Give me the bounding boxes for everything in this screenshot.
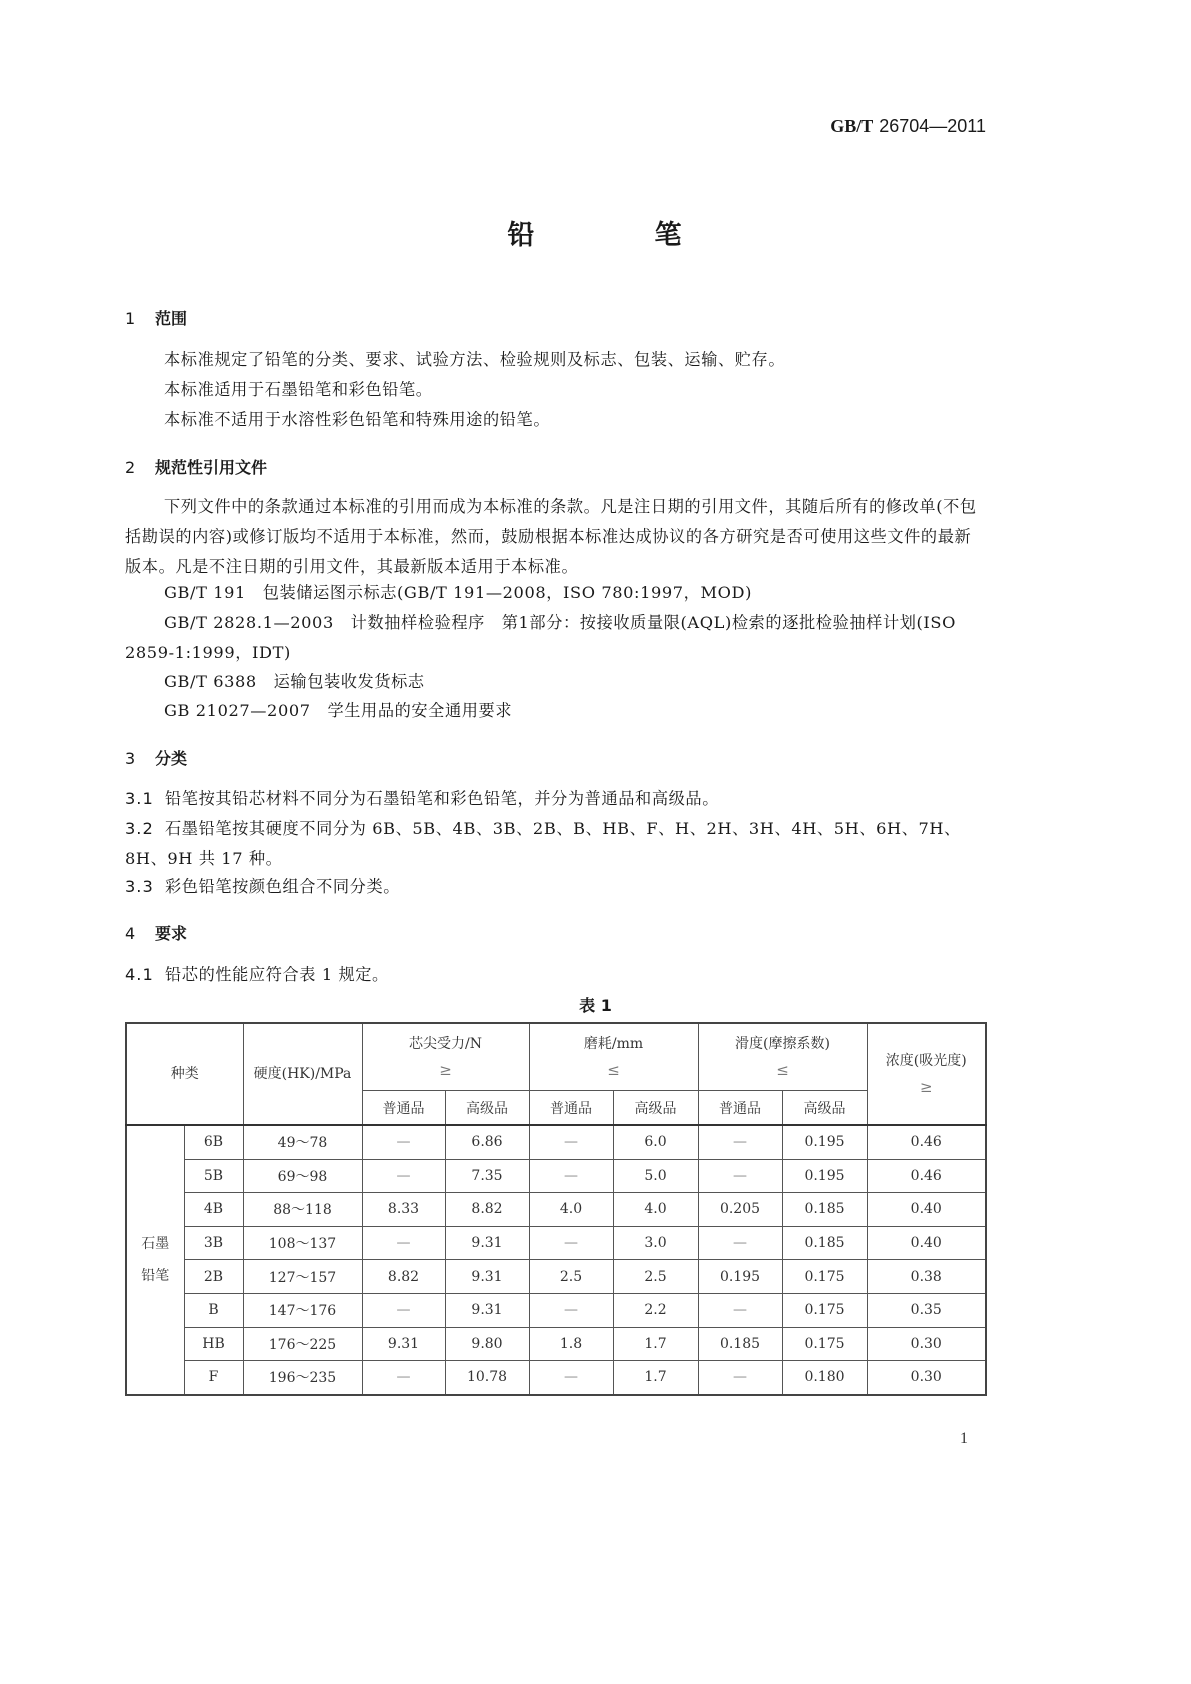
section-heading-2: 2 规范性引用文件: [125, 458, 268, 477]
paragraph-intro: 下列文件中的条款通过本标准的引用而成为本标准的条款。凡是注日期的引用文件，其随后所有的修改单(不包括勘误的内容)或修订版均不适用于本标准，然而，鼓励根据本标准达成协议的各方研究是否可使用这些文件的最新版本。凡是不注日期的引用文件，其最新版本适用于本标准。: [125, 497, 977, 576]
reference-code: GB/T 6388: [164, 672, 257, 691]
document-title: [0, 213, 1191, 252]
grade-cell: 3B: [184, 1226, 243, 1260]
grade-cell: 5B: [184, 1159, 243, 1193]
slip-ordinary-cell: —: [698, 1226, 782, 1260]
clause-3-2: 3.2 石墨铅笔按其硬度不同分为 6B、5B、4B、3B、2B、B、HB、F、H、2H、3H、4H、5H、6H、7H、8H、9H 共 17 种。: [125, 819, 961, 868]
tip-force-premium-cell: 9.31: [445, 1260, 529, 1294]
paragraph: 本标准适用于石墨铅笔和彩色铅笔。: [164, 380, 433, 399]
header-type: 种类: [126, 1023, 243, 1125]
header-hardness: 硬度(HK)/MPa: [243, 1023, 362, 1125]
clause-4-1: 4.1 铅芯的性能应符合表 1 规定。: [125, 965, 389, 984]
subheader-ordinary: 普通品: [698, 1091, 782, 1126]
slip-premium-cell: 0.175: [782, 1293, 867, 1327]
reference-code: GB/T 191: [164, 583, 246, 602]
table-row: [126, 1260, 986, 1294]
wear-ordinary-cell: —: [529, 1159, 613, 1193]
grade-cell: B: [184, 1293, 243, 1327]
table-row: [126, 1125, 986, 1159]
table-row: [126, 1193, 986, 1227]
wear-ordinary-cell: —: [529, 1361, 613, 1395]
paragraph: 本标准规定了铅笔的分类、要求、试验方法、检验规则及标志、包装、运输、贮存。: [164, 350, 786, 369]
wear-ordinary-cell: —: [529, 1125, 613, 1159]
reference-code: GB 21027—2007: [164, 701, 311, 720]
slip-premium-cell: 0.180: [782, 1361, 867, 1395]
tip-force-ordinary-cell: —: [362, 1361, 445, 1395]
section-heading-4: 4 要求: [125, 924, 188, 943]
density-cell: 0.30: [867, 1327, 986, 1361]
reference-item: [125, 667, 985, 697]
header-slip: 滑度(摩擦系数) ≤: [698, 1023, 867, 1091]
density-cell: 0.38: [867, 1260, 986, 1294]
hardness-cell: 69～98: [243, 1159, 362, 1193]
lte-symbol: ≤: [607, 1061, 620, 1079]
hardness-cell: 176～225: [243, 1327, 362, 1361]
wear-ordinary-cell: 2.5: [529, 1260, 613, 1294]
slip-ordinary-cell: —: [698, 1159, 782, 1193]
slip-ordinary-cell: 0.205: [698, 1193, 782, 1227]
clause-3-3: 3.3 彩色铅笔按颜色组合不同分类。: [125, 877, 401, 896]
tip-force-premium-cell: 9.31: [445, 1293, 529, 1327]
slip-ordinary-cell: 0.195: [698, 1260, 782, 1294]
grade-cell: F: [184, 1361, 243, 1395]
reference-item: [125, 608, 985, 668]
tip-force-ordinary-cell: —: [362, 1226, 445, 1260]
slip-premium-cell: 0.175: [782, 1327, 867, 1361]
density-cell: 0.46: [867, 1125, 986, 1159]
reference-item: [125, 696, 985, 726]
wear-premium-cell: 6.0: [613, 1125, 698, 1159]
subheader-premium: 高级品: [782, 1091, 867, 1126]
table-caption: 表 1: [579, 996, 612, 1015]
header-wear: 磨耗/mm ≤: [529, 1023, 698, 1091]
tip-force-ordinary-cell: 8.82: [362, 1260, 445, 1294]
density-cell: 0.35: [867, 1293, 986, 1327]
standard-code: 26704—2011: [879, 116, 986, 136]
reference-item: [125, 578, 985, 608]
reference-title: 计数抽样检验程序 第1部分：按接收质量限(AQL)检索的逐批检验抽样计划(ISO 2859-1:1999，IDT): [125, 613, 956, 662]
hardness-cell: 127～157: [243, 1260, 362, 1294]
wear-premium-cell: 1.7: [613, 1327, 698, 1361]
slip-ordinary-cell: —: [698, 1293, 782, 1327]
section-heading-1: 1 范围: [125, 309, 188, 328]
standard-number: [830, 116, 986, 137]
wear-ordinary-cell: —: [529, 1293, 613, 1327]
slip-premium-cell: 0.185: [782, 1193, 867, 1227]
header-density: 浓度(吸光度) ≥: [867, 1023, 986, 1125]
tip-force-ordinary-cell: 8.33: [362, 1193, 445, 1227]
density-cell: 0.40: [867, 1193, 986, 1227]
gte-symbol: ≥: [439, 1061, 452, 1079]
reference-title: 运输包装收发货标志: [273, 672, 425, 691]
slip-ordinary-cell: —: [698, 1125, 782, 1159]
tip-force-premium-cell: 10.78: [445, 1361, 529, 1395]
grade-cell: 4B: [184, 1193, 243, 1227]
slip-ordinary-cell: 0.185: [698, 1327, 782, 1361]
wear-premium-cell: 1.7: [613, 1361, 698, 1395]
slip-premium-cell: 0.175: [782, 1260, 867, 1294]
hardness-cell: 49～78: [243, 1125, 362, 1159]
title-char-2: 笔: [654, 220, 684, 251]
wear-premium-cell: 2.2: [613, 1293, 698, 1327]
reference-title: 包装储运图示标志(GB/T 191—2008，ISO 780:1997，MOD): [262, 583, 752, 602]
wear-premium-cell: 4.0: [613, 1193, 698, 1227]
hardness-cell: 108～137: [243, 1226, 362, 1260]
wear-premium-cell: 2.5: [613, 1260, 698, 1294]
table-row: [126, 1327, 986, 1361]
slip-premium-cell: 0.195: [782, 1159, 867, 1193]
tip-force-premium-cell: 7.35: [445, 1159, 529, 1193]
grade-cell: HB: [184, 1327, 243, 1361]
reference-title: 学生用品的安全通用要求: [327, 701, 513, 720]
tip-force-premium-cell: 9.31: [445, 1226, 529, 1260]
table-row: [126, 1226, 986, 1260]
wear-premium-cell: 3.0: [613, 1226, 698, 1260]
table-1: [125, 1022, 987, 1396]
hardness-cell: 88～118: [243, 1193, 362, 1227]
slip-premium-cell: 0.195: [782, 1125, 867, 1159]
gte-symbol: ≥: [919, 1078, 933, 1096]
table-row: [126, 1361, 986, 1395]
tip-force-premium-cell: 8.82: [445, 1193, 529, 1227]
page-number: 1: [960, 1430, 968, 1447]
subheader-premium: 高级品: [613, 1091, 698, 1126]
standard-prefix: GB/T: [830, 116, 874, 136]
wear-ordinary-cell: 4.0: [529, 1193, 613, 1227]
table-row: [126, 1159, 986, 1193]
section-heading-3: 3 分类: [125, 749, 188, 768]
tip-force-ordinary-cell: 9.31: [362, 1327, 445, 1361]
subheader-ordinary: 普通品: [529, 1091, 613, 1126]
lte-symbol: ≤: [776, 1061, 789, 1079]
density-cell: 0.40: [867, 1226, 986, 1260]
group-label-graphite-pencil: 石墨 铅笔: [126, 1125, 184, 1395]
clause-3-1: 3.1 铅笔按其铅芯材料不同分为石墨铅笔和彩色铅笔，并分为普通品和高级品。: [125, 789, 719, 808]
density-cell: 0.30: [867, 1361, 986, 1395]
tip-force-ordinary-cell: —: [362, 1125, 445, 1159]
slip-premium-cell: 0.185: [782, 1226, 867, 1260]
title-char-1: 铅: [507, 220, 537, 251]
table-row: [126, 1293, 986, 1327]
subheader-premium: 高级品: [445, 1091, 529, 1126]
tip-force-premium-cell: 9.80: [445, 1327, 529, 1361]
header-tip-force: 芯尖受力/N ≥: [362, 1023, 529, 1091]
density-cell: 0.46: [867, 1159, 986, 1193]
paragraph: 本标准不适用于水溶性彩色铅笔和特殊用途的铅笔。: [164, 410, 551, 429]
tip-force-ordinary-cell: —: [362, 1159, 445, 1193]
grade-cell: 2B: [184, 1260, 243, 1294]
hardness-cell: 147～176: [243, 1293, 362, 1327]
tip-force-premium-cell: 6.86: [445, 1125, 529, 1159]
hardness-cell: 196～235: [243, 1361, 362, 1395]
subheader-ordinary: 普通品: [362, 1091, 445, 1126]
grade-cell: 6B: [184, 1125, 243, 1159]
wear-premium-cell: 5.0: [613, 1159, 698, 1193]
wear-ordinary-cell: 1.8: [529, 1327, 613, 1361]
tip-force-ordinary-cell: —: [362, 1293, 445, 1327]
reference-code: GB/T 2828.1—2003: [164, 613, 334, 632]
wear-ordinary-cell: —: [529, 1226, 613, 1260]
slip-ordinary-cell: —: [698, 1361, 782, 1395]
